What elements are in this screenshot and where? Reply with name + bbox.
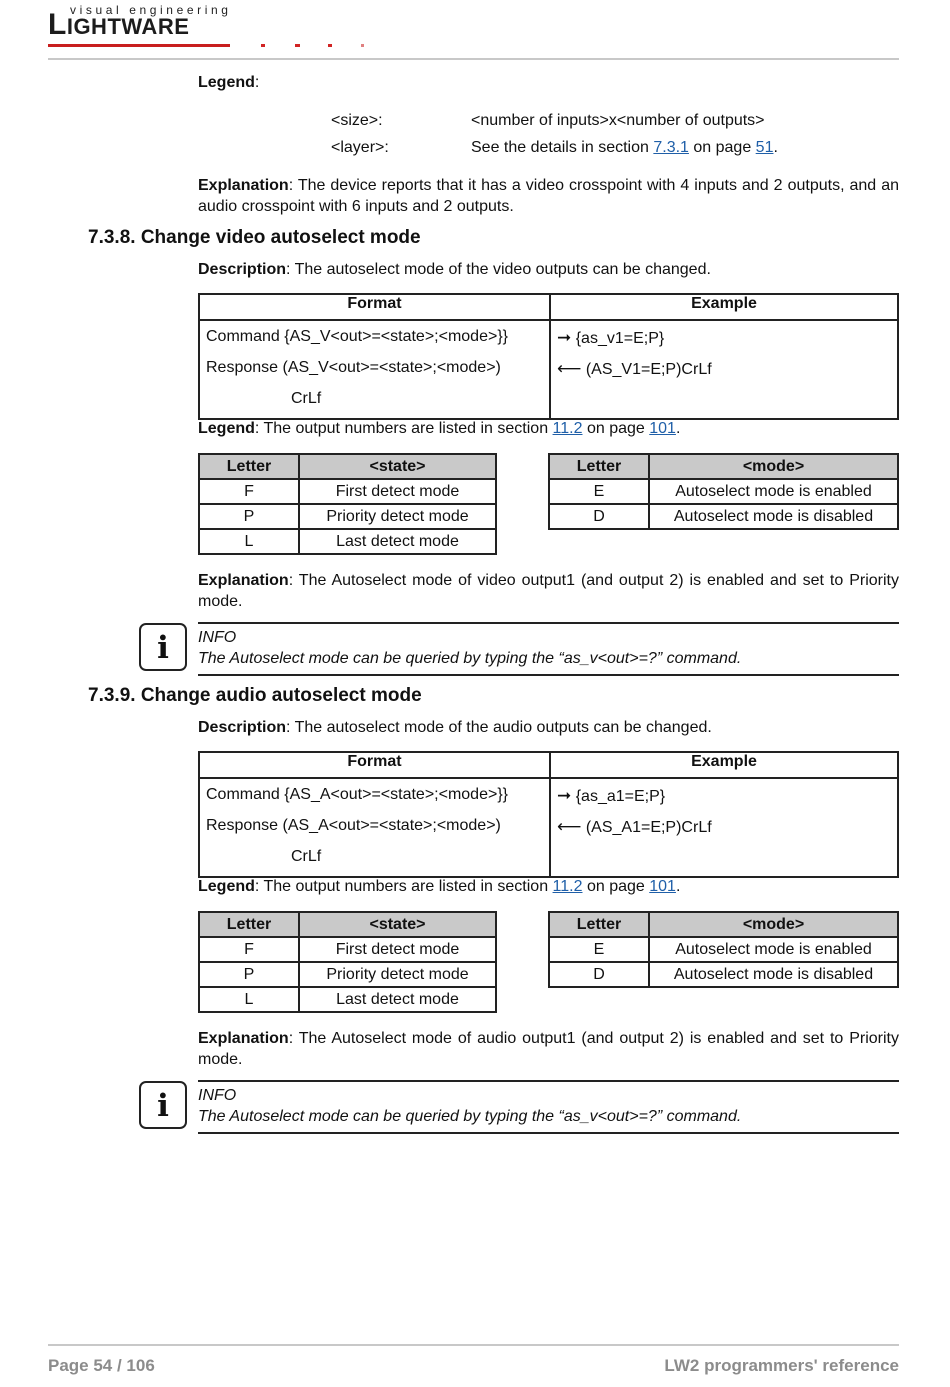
table-row	[549, 937, 898, 962]
info-rule-top	[198, 1080, 899, 1082]
state-table	[198, 453, 497, 555]
header-rule	[48, 58, 899, 60]
command-text: Command {AS_V<out>=<state>;<mode>}}	[206, 328, 508, 345]
section-link[interactable]: 11.2	[552, 420, 583, 437]
table-row	[199, 962, 496, 987]
explanation-label: Explanation	[198, 572, 289, 589]
logo-dot	[295, 44, 300, 47]
response-tail: CrLf	[291, 848, 322, 865]
table-row	[199, 504, 496, 529]
info-box	[198, 1085, 899, 1127]
page-link[interactable]: 101	[649, 878, 676, 895]
explanation-label: Explanation	[198, 1030, 289, 1047]
info-title: INFO	[198, 1087, 237, 1104]
table-cell: Last detect mode	[299, 987, 496, 1012]
arrow-left-icon: ⟵	[557, 359, 582, 379]
page-link[interactable]: 51	[755, 139, 774, 156]
arrow-right-icon: ➞	[557, 786, 572, 806]
table-row	[549, 479, 898, 504]
legend-value-text: See the details in section	[471, 139, 654, 156]
example-command-text: {as_v1=E;P}	[575, 330, 665, 347]
section-link[interactable]: 7.3.1	[653, 139, 689, 156]
description-line	[198, 719, 712, 737]
info-rule-bottom	[198, 674, 899, 676]
legend-key: <size>:	[331, 112, 383, 129]
example-response-text: (AS_V1=E;P)CrLf	[585, 361, 712, 378]
example-cell	[550, 320, 898, 419]
logo-underline	[48, 44, 230, 47]
example-command	[557, 781, 891, 812]
state-table-header: <state>	[299, 912, 496, 937]
table-row	[199, 987, 496, 1012]
legend-text: on page	[582, 420, 650, 437]
example-header: Example	[550, 752, 898, 778]
table-cell: First detect mode	[299, 937, 496, 962]
explanation-label: Explanation	[198, 177, 289, 194]
info-rule-top	[198, 622, 899, 624]
info-icon: i	[139, 623, 187, 671]
state-table-header: Letter	[199, 454, 299, 479]
table-row	[549, 962, 898, 987]
explanation-paragraph	[198, 1028, 899, 1070]
table-row	[199, 529, 496, 554]
legend-text: on page	[582, 878, 650, 895]
logo-first-letter: L	[48, 8, 67, 41]
example-command	[557, 323, 891, 354]
legend-line	[198, 878, 680, 896]
example-command-text: {as_a1=E;P}	[575, 788, 666, 805]
footer-page-number: Page 54 / 106	[48, 1356, 155, 1375]
table-cell: L	[199, 529, 299, 554]
arrow-right-icon: ➞	[557, 328, 572, 348]
example-response-text: (AS_A1=E;P)CrLf	[585, 819, 712, 836]
section-heading: 7.3.9. Change audio autoselect mode	[88, 685, 422, 706]
section-link[interactable]: 11.2	[552, 878, 583, 895]
info-title: INFO	[198, 629, 237, 646]
table-cell: Autoselect mode is disabled	[649, 962, 898, 987]
example-response	[557, 354, 891, 385]
info-rule-bottom	[198, 1132, 899, 1134]
table-cell: Priority detect mode	[299, 504, 496, 529]
command-text: Command {AS_A<out>=<state>;<mode>}}	[206, 786, 508, 803]
info-text: The Autoselect mode can be queried by typing the “as_v<out>=?” command.	[198, 650, 742, 667]
legend-value	[471, 139, 778, 157]
table-cell: Autoselect mode is enabled	[649, 937, 898, 962]
example-header: Example	[550, 294, 898, 320]
legend-key: <layer>:	[331, 139, 389, 156]
mode-table-header: Letter	[549, 454, 649, 479]
mode-table-header: <mode>	[649, 912, 898, 937]
legend-text: .	[675, 878, 681, 895]
table-cell: D	[549, 504, 649, 529]
explanation-text: : The device reports that it has a video crosspoint with 4 inputs and 2 outputs, and an audio crosspoint with 6 inputs and 2 outputs.	[198, 177, 899, 215]
format-table	[198, 293, 899, 420]
logo-rest: IGHTWARE	[66, 14, 190, 39]
page-link[interactable]: 101	[649, 420, 676, 437]
explanation-paragraph	[198, 570, 899, 612]
section-heading: 7.3.8. Change video autoselect mode	[88, 227, 421, 248]
example-cell	[550, 778, 898, 877]
mode-table	[548, 453, 899, 530]
logo-dot	[261, 44, 265, 47]
format-cell	[199, 778, 550, 877]
legend-line	[198, 420, 680, 438]
table-cell: Priority detect mode	[299, 962, 496, 987]
legend-value: <number of inputs>x<number of outputs>	[471, 112, 765, 129]
legend-label: Legend	[198, 878, 255, 895]
table-cell: First detect mode	[299, 479, 496, 504]
description-text: : The autoselect mode of the audio outputs can be changed.	[286, 719, 712, 736]
legend-value-text: .	[773, 139, 778, 156]
legend-label: Legend	[198, 74, 255, 91]
state-table-header: <state>	[299, 454, 496, 479]
info-box	[198, 627, 899, 669]
table-cell: Autoselect mode is enabled	[649, 479, 898, 504]
table-row	[199, 937, 496, 962]
description-label: Description	[198, 719, 287, 736]
table-cell: D	[549, 962, 649, 987]
info-icon: i	[139, 1081, 187, 1129]
table-cell: P	[199, 504, 299, 529]
legend-text: : The output numbers are listed in section	[254, 420, 553, 437]
explanation-text: : The Autoselect mode of video output1 (and output 2) is enabled and set to Priority mode.	[198, 572, 899, 610]
table-cell: L	[199, 987, 299, 1012]
legend-label: Legend	[198, 420, 255, 437]
table-cell: Autoselect mode is disabled	[649, 504, 898, 529]
table-cell: Last detect mode	[299, 529, 496, 554]
explanation-paragraph	[198, 175, 899, 217]
info-text: The Autoselect mode can be queried by typing the “as_v<out>=?” command.	[198, 1108, 742, 1125]
table-row	[199, 479, 496, 504]
legend-value-text: on page	[688, 139, 756, 156]
arrow-left-icon: ⟵	[557, 817, 582, 837]
explanation-text: : The Autoselect mode of audio output1 (and output 2) is enabled and set to Priority mode.	[198, 1030, 899, 1068]
legend-text: .	[675, 420, 681, 437]
table-cell: F	[199, 937, 299, 962]
footer-document-title: LW2 programmers' reference	[664, 1356, 899, 1375]
table-cell: F	[199, 479, 299, 504]
state-table	[198, 911, 497, 1013]
logo	[48, 8, 189, 42]
mode-table	[548, 911, 899, 988]
mode-table-header: Letter	[549, 912, 649, 937]
description-line	[198, 261, 711, 279]
table-cell: E	[549, 479, 649, 504]
legend-line: Legend:	[198, 74, 260, 91]
example-response	[557, 812, 891, 843]
state-table-header: Letter	[199, 912, 299, 937]
footer-rule	[48, 1344, 899, 1346]
format-header: Format	[199, 294, 550, 320]
logo-dot	[328, 44, 332, 47]
table-cell: E	[549, 937, 649, 962]
response-text: Response (AS_V<out>=<state>;<mode>)	[206, 359, 501, 376]
logo-dot	[361, 44, 364, 47]
format-header: Format	[199, 752, 550, 778]
table-cell: P	[199, 962, 299, 987]
format-cell	[199, 320, 550, 419]
legend-text: : The output numbers are listed in section	[254, 878, 553, 895]
description-text: : The autoselect mode of the video outputs can be changed.	[286, 261, 711, 278]
table-row	[549, 504, 898, 529]
response-text: Response (AS_A<out>=<state>;<mode>)	[206, 817, 501, 834]
format-table	[198, 751, 899, 878]
description-label: Description	[198, 261, 287, 278]
response-tail: CrLf	[291, 390, 322, 407]
logo-tagline: visual engineering	[70, 3, 232, 17]
mode-table-header: <mode>	[649, 454, 898, 479]
